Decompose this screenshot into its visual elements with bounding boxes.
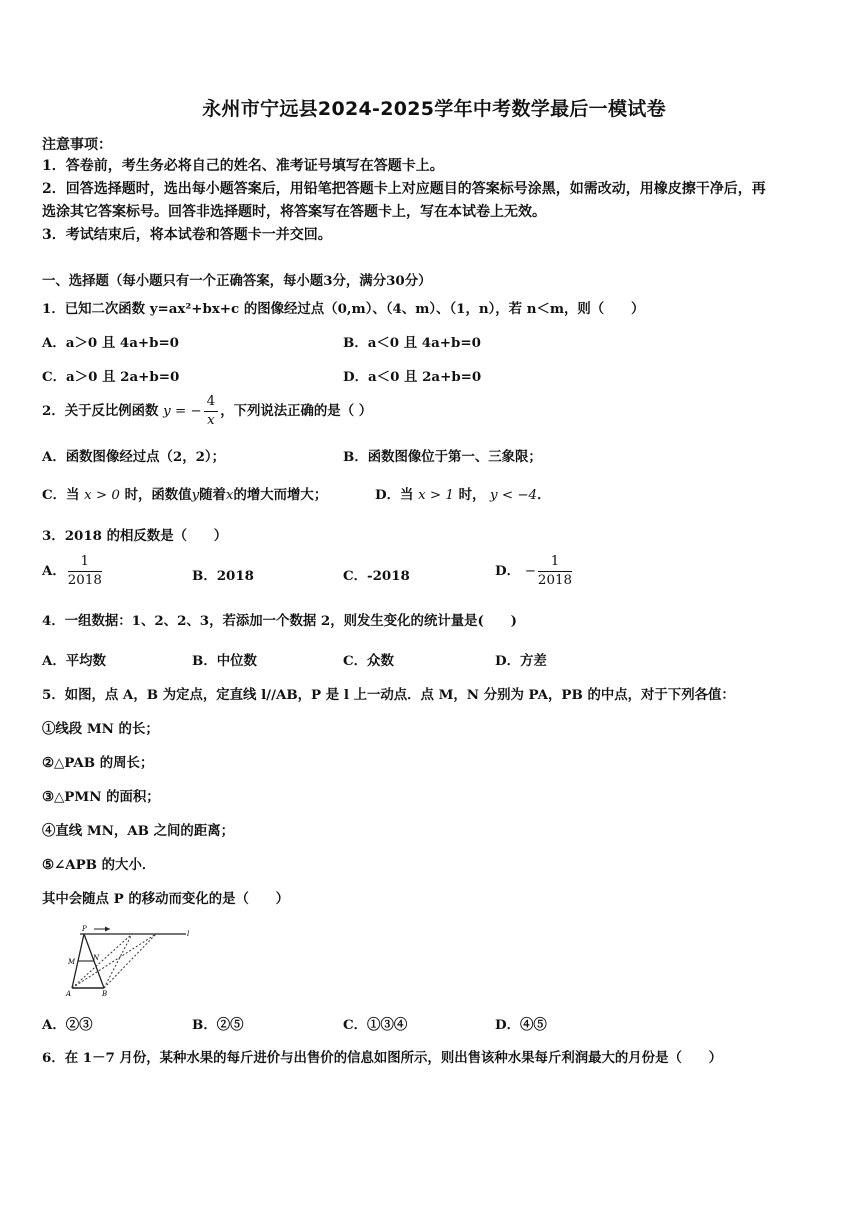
q3-d-num: 1 [538, 553, 572, 572]
q2-formula-lhs: y = − [163, 404, 202, 419]
q2-c-pre: C．当 [42, 487, 80, 503]
dashed-line-4 [104, 934, 132, 988]
dashed-line-2 [104, 934, 156, 988]
q5-option-a: A．②③ [42, 1017, 93, 1033]
q2-d-pre: D．当 [375, 487, 414, 503]
notice-heading: 注意事项： [42, 137, 112, 153]
label-m: M [68, 958, 76, 966]
q3-d-sign: − [524, 564, 536, 579]
q2-c-cond: x > 0 [84, 488, 120, 503]
q5-geometry-figure [62, 924, 192, 1000]
q2-formula-fraction [204, 393, 219, 430]
q3-d-den: 2018 [537, 573, 572, 588]
q5-option-c: C．①③④ [343, 1017, 408, 1033]
q2-stem-post: ，下列说法正确的是（ ） [220, 403, 373, 419]
q3-a-fraction [68, 553, 102, 590]
q5-item-1: ①线段 MN 的长； [42, 721, 159, 737]
q3-option-c: C．-2018 [343, 568, 410, 584]
motion-arrow-head [105, 927, 110, 932]
q1-option-d: D．a＜0 且 2a+b=0 [343, 369, 482, 385]
q2-c-y: y [191, 488, 200, 503]
q4-stem: 4．一组数据：1、2、2、3，若添加一个数据 2，则发生变化的统计量是( ) [42, 613, 517, 629]
label-n: N [93, 954, 100, 962]
q5-option-b: B．②⑤ [192, 1017, 244, 1033]
q2-c-mid2: 随着 [199, 487, 226, 503]
q5-item-4: ④直线 MN，AB 之间的距离； [42, 823, 234, 839]
notice-item-3: 3．考试结束后，将本试卷和答题卡一并交回。 [42, 227, 332, 243]
q2-formula-num: 4 [204, 393, 219, 412]
q2-d-result: y < −4 [490, 488, 538, 503]
q2-option-c [42, 484, 327, 503]
label-a: A [66, 990, 72, 998]
q4-option-b: B．中位数 [192, 653, 257, 669]
q5-item-3: ③△PMN 的面积； [42, 789, 160, 805]
q5-stem: 5．如图，点 A，B 为定点，定直线 l//AB，P 是 l 上一动点．点 M，N 分别为 PA，PB 的中点，对于下列各值： [42, 687, 735, 703]
q5-option-d: D．④⑤ [495, 1017, 547, 1033]
q6-stem: 6．在 1－7 月份，某种水果的每斤进价与出售价的信息如图所示，则出售该种水果每斤利润最大的月份是（ ） [42, 1050, 723, 1066]
q2-formula-den: x [207, 413, 215, 428]
q5-question: 其中会随点 P 的移动而变化的是（ ） [42, 891, 290, 907]
label-l: l [187, 930, 190, 938]
q3-option-a [42, 551, 104, 591]
q5-item-5: ⑤∠APB 的大小． [42, 857, 156, 873]
q2-option-d [375, 484, 550, 503]
q1-option-c: C．a＞0 且 2a+b=0 [42, 369, 180, 385]
q2-stem [42, 393, 372, 430]
q3-d-label: D． [495, 563, 521, 579]
q2-c-mid: 时，函数值 [124, 487, 192, 503]
q2-option-a: A．函数图像经过点（2，2）； [42, 449, 226, 465]
q3-stem: 3．2018 的相反数是（ ） [42, 528, 228, 544]
label-p: P [82, 925, 87, 933]
notice-item-2: 2．回答选择题时，选出每小题答案后，用铅笔把答题卡上对应题目的答案标号涂黑，如需改动，用橡皮擦干净后，再 [42, 181, 766, 197]
q2-stem-pre: 2．关于反比例函数 [42, 403, 159, 419]
q2-c-x: x [225, 488, 234, 503]
q3-option-d [495, 551, 574, 592]
q3-a-den: 2018 [67, 573, 102, 588]
notice-item-1: 1．答卷前，考生务必将自己的姓名、准考证号填写在答题卡上。 [42, 158, 444, 174]
q3-a-num: 1 [68, 553, 102, 572]
q1-option-b: B．a＜0 且 4a+b=0 [343, 335, 481, 351]
section-heading: 一、选择题（每小题只有一个正确答案，每小题3分，满分30分） [42, 273, 432, 289]
q4-option-a: A．平均数 [42, 653, 106, 669]
label-b: B [102, 990, 108, 998]
q3-d-fraction [538, 553, 572, 590]
q2-d-post: ． [537, 487, 551, 503]
q1-stem: 1．已知二次函数 y=ax²+bx+c 的图像经过点（0,m）、（4、m）、（1，n），若 n＜m，则（ ） [42, 301, 645, 317]
q4-option-c: C．众数 [343, 653, 394, 669]
q3-a-label: A． [42, 563, 66, 579]
q1-option-a: A．a＞0 且 4a+b=0 [42, 335, 179, 351]
q2-c-post: 的增大而增大； [233, 487, 328, 503]
q2-d-mid: 时， [458, 487, 486, 503]
q2-d-cond: x > 1 [418, 488, 454, 503]
q5-item-2: ②△PAB 的周长； [42, 755, 154, 771]
q4-option-d: D．方差 [495, 653, 547, 669]
q2-option-b: B．函数图像位于第一、三象限； [343, 449, 542, 465]
page-title: 永州市宁远县2024-2025学年中考数学最后一模试卷 [202, 98, 666, 120]
notice-item-2-cont: 选涂其它答案标号。回答非选择题时，将答案写在答题卡上，写在本试卷上无效。 [42, 204, 546, 220]
q3-option-b: B．2018 [192, 568, 254, 584]
